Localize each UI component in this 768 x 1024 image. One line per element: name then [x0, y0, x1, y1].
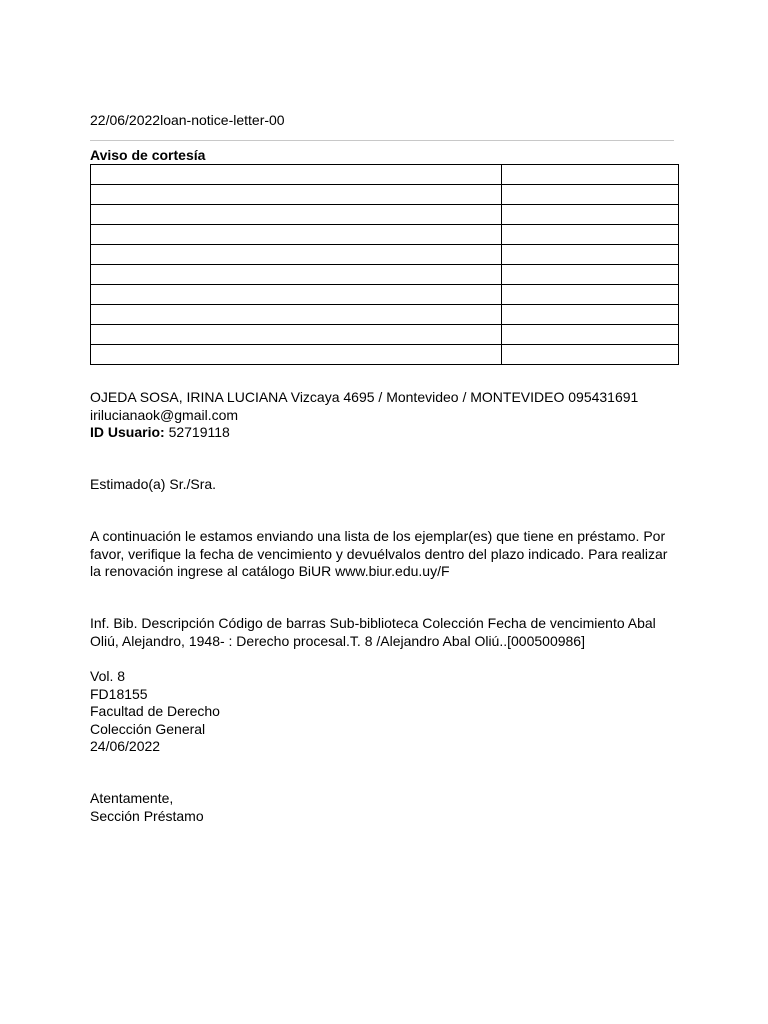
header-divider — [90, 140, 674, 141]
table-row — [91, 345, 679, 365]
table-cell — [501, 285, 678, 305]
item-barcode: FD18155 — [90, 685, 148, 702]
table-cell — [91, 285, 502, 305]
table-row — [91, 325, 679, 345]
table-cell — [501, 265, 678, 285]
closing-salutation: Atentamente, — [90, 790, 174, 806]
table-cell — [91, 245, 502, 265]
items-header: Inf. Bib. Descripción Código de barras Sub-biblioteca Colección Fecha de vencimiento Abal Oliú, Alejandro, 1948- : Derecho procesal.T. 8 /Alejandro Abal Oliú..[000500986] — [90, 615, 656, 649]
table-cell — [91, 185, 502, 205]
table-cell — [91, 205, 502, 225]
table-cell — [501, 165, 678, 185]
notice-table — [90, 164, 679, 365]
table-row — [91, 245, 679, 265]
table-row — [91, 305, 679, 325]
letter-header — [90, 112, 285, 128]
table-cell — [91, 345, 502, 365]
table-cell — [91, 225, 502, 245]
table-cell — [91, 265, 502, 285]
table-cell — [501, 205, 678, 225]
patron-info — [90, 389, 680, 442]
table-cell — [501, 305, 678, 325]
letter-template-id: loan-notice-letter-00 — [160, 112, 285, 128]
patron-email: irilucianaok@gmail.com — [90, 406, 239, 423]
patron-id-value: 52719118 — [164, 424, 230, 440]
table-cell — [501, 225, 678, 245]
item-sublibrary: Facultad de Derecho — [90, 703, 220, 719]
closing-signature: Sección Préstamo — [90, 807, 204, 824]
item-due-date: 24/06/2022 — [90, 738, 161, 754]
letter-date: 22/06/2022 — [90, 112, 161, 128]
table-cell — [91, 305, 502, 325]
body-text: A continuación le estamos enviando una lista de los ejemplar(es) que tiene en préstamo. Por favor, verifique la fecha de vencimiento y devuélvalos dentro del plazo indicado. Para realizar la renovación ingrese al catálogo BiUR www.biur.edu.uy/F — [90, 528, 668, 579]
patron-address: OJEDA SOSA, IRINA LUCIANA Vizcaya 4695 / Montevideo / MONTEVIDEO 095431691 — [90, 389, 639, 405]
table-row — [91, 285, 679, 305]
table-cell — [91, 165, 502, 185]
table-row — [91, 185, 679, 205]
table-row — [91, 225, 679, 245]
table-cell — [501, 325, 678, 345]
table-row — [91, 165, 679, 185]
section-title: Aviso de cortesía — [90, 147, 206, 163]
table-cell — [501, 245, 678, 265]
table-cell — [501, 345, 678, 365]
item-details — [90, 668, 680, 756]
patron-id-label: ID Usuario: — [90, 424, 165, 440]
table-cell — [501, 185, 678, 205]
table-cell — [91, 325, 502, 345]
closing — [90, 790, 680, 825]
greeting: Estimado(a) Sr./Sra. — [90, 476, 217, 492]
patron-id — [90, 424, 680, 442]
table-row — [91, 205, 679, 225]
item-volume: Vol. 8 — [90, 668, 126, 684]
table-row — [91, 265, 679, 285]
item-collection: Colección General — [90, 720, 206, 737]
